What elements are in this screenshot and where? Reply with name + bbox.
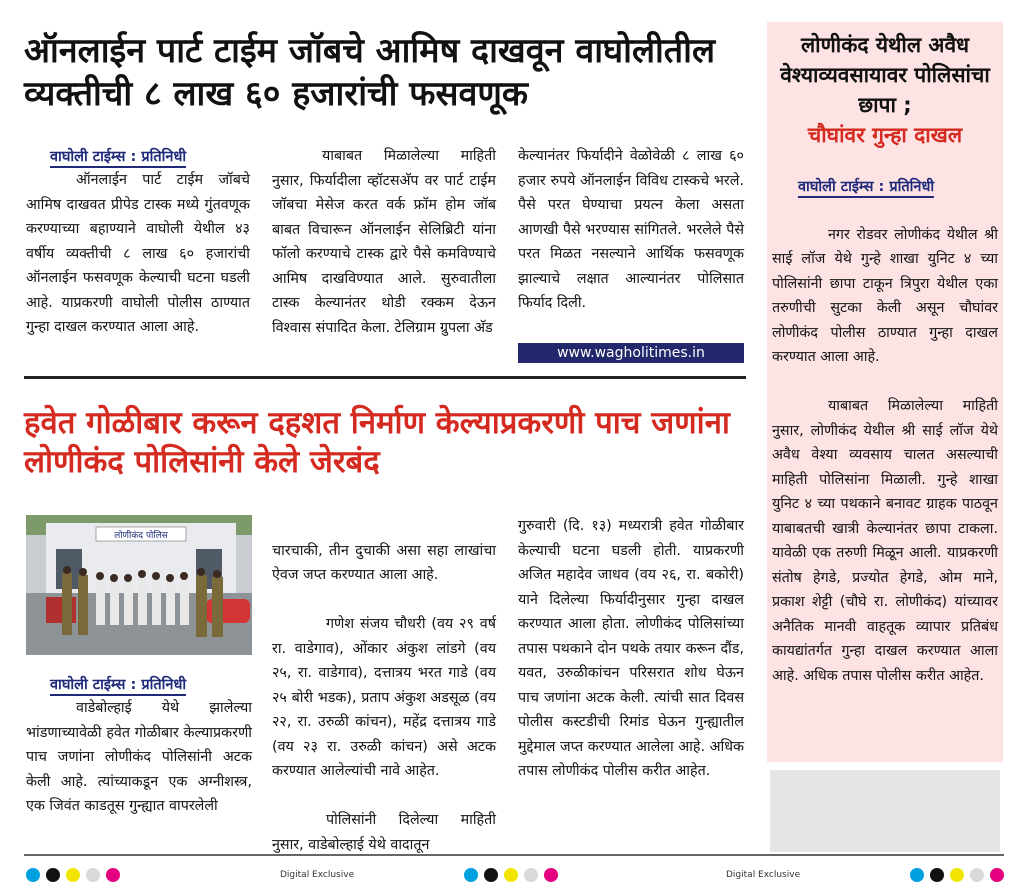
story2-byline-wrap [50, 674, 186, 696]
story2-byline: वाघोली टाईम्स : प्रतिनिधी [50, 677, 186, 696]
story3-para2: याबाबत मिळालेल्या माहिती नुसार, लोणीकंद येथील श्री साई लॉज येथे अवैध वेश्या व्यवसाय चालत असल्याची माहिती पोलिसांना मिळाली. गुन्हे शाखा युनिट ४ च्या पथकाने बनावट ग्राहक पाठवून याबाबतची खात्री केल्यानंतर छापा टाकला. यावेळी एक तरुणी मिळून आली. याप्रकरणी संतोष हेगडे, प्रज्योत हेगडे, ओम माने, प्रकाश शेट्टी (चौघे रा. लोणीकंद) यांच्यावर अनैतिक मानवी वाहतूक व्यापार प्रतिबंध कायद्यांतर्गत गुन्हा दाखल करण्यात आला आहे. अधिक तपास पोलीस करीत आहेत. [772, 398, 998, 684]
dot-grey [970, 868, 984, 882]
website-bar[interactable]: www.wagholitimes.in [518, 343, 744, 363]
story1-col1: ऑनलाईन पार्ट टाईम जॉबचे आमिष दाखवत प्रीपेड टास्क मध्ये गुंतवणूक करण्याच्या बहाण्याने वाघोली येथील ४३ वर्षीय व्यक्तीची ८ लाख ६० हजारांची ऑनलाईन फसवणूक केल्याची घटना घडली आहे. याप्रकरणी वाघोली पोलीस ठाण्यात गुन्हा दाखल करण्यात आला आहे. [26, 172, 250, 335]
dot-magenta [544, 868, 558, 882]
section-divider [24, 376, 746, 379]
dot-yellow [504, 868, 518, 882]
police-station-photo [26, 515, 252, 655]
story3-byline-wrap [798, 176, 934, 198]
dot-cyan [910, 868, 924, 882]
dot-yellow [950, 868, 964, 882]
story2-col1: वाडेबोल्हाई येथे झालेल्या भांडणाच्यावेळी हवेत गोळीबार केल्याप्रकरणी पाच जणांना लोणीकंद पोलिसांनी अटक केली आहे. त्यांच्याकडून एक अग्नीशस्त्र, एक जिवंत काडतूस गुन्ह्यात वापरलेली [26, 700, 252, 814]
dot-magenta [990, 868, 1004, 882]
story3-headline-red: चौघांवर गुन्हा दाखल [807, 123, 963, 147]
story3-byline: वाघोली टाईम्स : प्रतिनिधी [798, 179, 934, 198]
story1-byline-wrap [50, 146, 186, 168]
story2-col2 [272, 514, 496, 882]
dot-magenta [106, 868, 120, 882]
story3-headline [772, 30, 998, 150]
story2-col2-para3: पोलिसांनी दिलेल्या माहिती नुसार, वाडेबोल्हाई येथे वादातून [272, 812, 496, 853]
story1-col3: केल्यानंतर फिर्यादीने वेळोवेळी ८ लाख ६० हजार रुपये ऑनलाईन विविध टास्कचे भरले. पैसे परत घेण्याचा प्रयत्न केला असता आणखी पैसे भरण्यास सांगितले. भरलेले पैसे परत मिळत नसल्याने आर्थिक फसवणूक झाल्याचे लक्षात आल्यानंतर पोलिसात फिर्याद दिली. [518, 148, 744, 311]
dot-cyan [464, 868, 478, 882]
story1-headline: ऑनलाईन पार्ट टाईम जॉबचे आमिष दाखवून वाघोलीतील व्यक्तीची ८ लाख ६० हजारांची फसवणूक [24, 31, 716, 114]
story2-headline: हवेत गोळीबार करून दहशत निर्माण केल्याप्रकरणी पाच जणांना लोणीकंद पोलिसांनी केले जेरबंद [24, 405, 730, 480]
dot-grey [86, 868, 100, 882]
dot-black [46, 868, 60, 882]
dot-grey [524, 868, 538, 882]
bottom-rule [24, 854, 1004, 856]
footer-label-right: Digital Exclusive [726, 870, 801, 880]
dot-black [484, 868, 498, 882]
story1-byline: वाघोली टाईम्स : प्रतिनिधी [50, 149, 186, 168]
dot-cyan [26, 868, 40, 882]
story3-headline-black: लोणीकंद येथील अवैध वेश्याव्यवसायावर पोलिसांचा छापा ; [780, 33, 990, 117]
story2-col3: गुरुवारी (दि. १३) मध्यरात्री हवेत गोळीबार केल्याची घटना घडली होती. याप्रकरणी अजित महादेव जाधव (वय २६, रा. बकोरी) याने दिलेल्या फिर्यादीनुसार गुन्हा दाखल करण्यात आला होता. लोणीकंद पोलिसांच्या तपास पथकाने दोन पथके तयार करून दौंड, यवत, उरुळीकांचन परिसरात शोध घेऊन पाच जणांना अटक केली. त्यांची सात दिवस पोलीस कस्टडीची रिमांड घेऊन गुन्ह्यातील मुद्देमाल जप्त करण्यात आलेला आहे. अधिक तपास लोणीकंद पोलीस करीत आहेत. [518, 518, 744, 779]
story3-body [772, 198, 998, 713]
sidebar-empty-box [770, 770, 1000, 852]
story2-col2-para1: चारचाकी, तीन दुचाकी असा सहा लाखांचा ऐवज जप्त करण्यात आला आहे. [272, 542, 496, 583]
dot-black [930, 868, 944, 882]
photo-illustration [26, 515, 252, 655]
photo-sign-text: लोणीकंद पोलिस [114, 531, 168, 541]
story3-para1: नगर रोडवर लोणीकंद येथील श्री साई लॉज येथे गुन्हे शाखा युनिट ४ च्या पोलिसांनी छापा टाकून त्रिपुरा येथील एका तरुणीची सुटका केली असून चौघांवर लोणीकंद पोलीस ठाण्यात गुन्हा दाखल करण्यात आला आहे. [772, 226, 998, 365]
footer-label-left: Digital Exclusive [280, 870, 355, 880]
dot-yellow [66, 868, 80, 882]
story2-col2-para2: गणेश संजय चौधरी (वय २९ वर्ष रा. वाडेगाव), ओंकार अंकुश लांडगे (वय २५, रा. वाडेगाव), दत्तात्रय भरत गाडे (वय २५ बोरी भडक), प्रताप अंकुश अडसूळ (वय २२, रा. उरुळी कांचन), महेंद्र दत्तात्रय गाडे (वय २३ रा. उरुळी कांचन) असे अटक करण्यात आलेल्यांची नावे आहेत. [272, 616, 496, 779]
story1-col2: याबाबत मिळालेल्या माहिती नुसार, फिर्यादीला व्हॉटसअ‍ॅप वर पार्ट टाईम जॉबचा मेसेज करत वर्क फ्रॉम होम जॉब बाबत विचारून ऑनलाईन सेलिब्रिटी यांना फॉलो करण्याचे टास्क द्वारे पैसे कमविण्याचे आमिष दाखविण्यात आले. सुरुवातीला टास्क केल्यानंतर थोडी रक्कम देऊन विश्वास संपादित केला. टेलिग्राम ग्रुपला अ‍ॅड [272, 148, 496, 336]
